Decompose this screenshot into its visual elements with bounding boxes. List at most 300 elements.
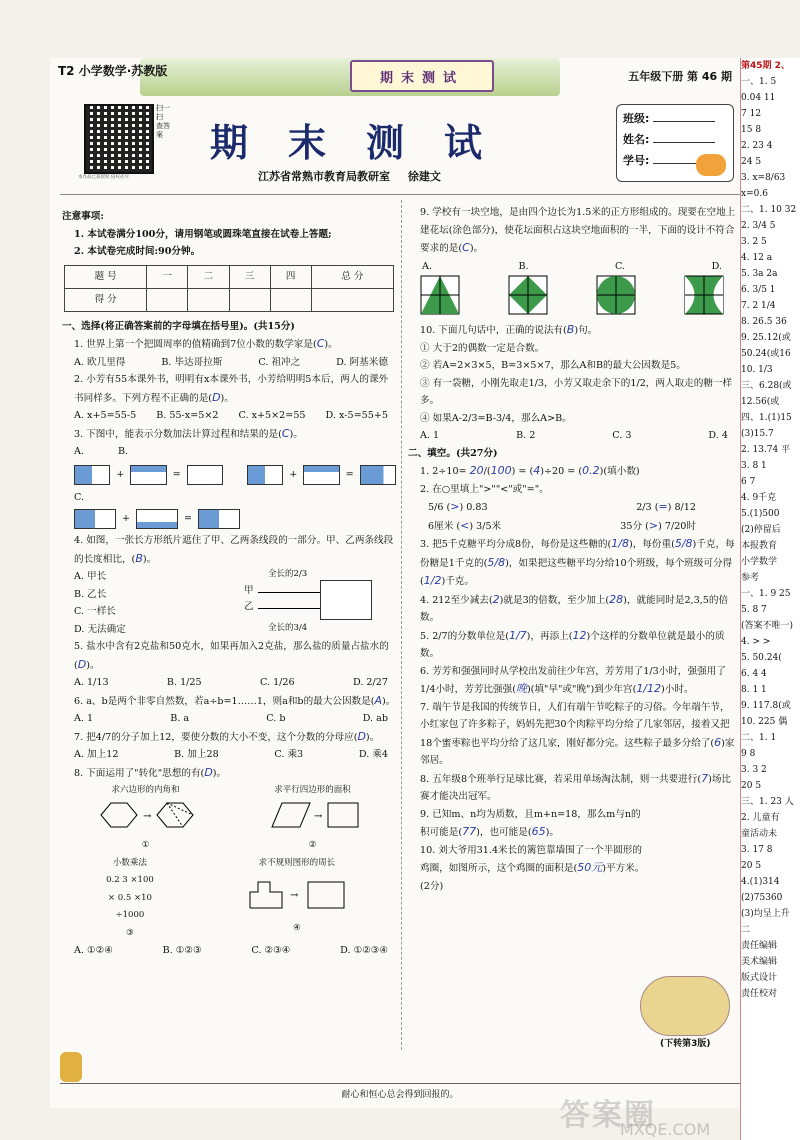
calc-line: ÷1000	[115, 910, 145, 920]
options	[62, 746, 396, 764]
answer-strip-line: 20 5	[741, 861, 762, 871]
option[interactable]: B. 55-x=5×2	[156, 410, 219, 421]
answer-strip-line: 7. 2 1/4	[741, 301, 776, 311]
compare-left: 35分	[620, 520, 643, 532]
figure-number: ③	[126, 927, 134, 938]
question-text: )个这样的分数单位就是最小的质数。	[420, 630, 725, 659]
q8-fig-row1	[62, 782, 396, 855]
q9-labels	[408, 258, 736, 276]
qr-label: 扫一扫 查答案	[156, 104, 170, 139]
question-text: 9. 已知m、n均为质数，且m+n=18，那么m与n的积可能是(	[420, 808, 641, 838]
options	[62, 568, 224, 638]
header-divider	[60, 194, 740, 195]
question-5	[62, 638, 396, 674]
answer-strip-line: 5. 8 7	[741, 605, 767, 615]
question-tail: )。	[382, 695, 396, 707]
option[interactable]: D. 阿基米德	[336, 356, 388, 368]
figure-caption: 求六边形的内角和	[111, 785, 180, 795]
answer: 1/12	[636, 682, 662, 695]
fraction-bar	[198, 509, 240, 529]
option[interactable]: B. 乙长	[74, 588, 107, 600]
answer: 1/7	[508, 628, 527, 642]
question-text: 7. 端午节是我国的传统节日，人们有端午节吃粽子的习俗。今年端午节，小红家包了许多粽子，妈妈先把30个肉粽平均分给了几家邻居，接着又把18个蜜枣粽也平均分给了这几家，刚好都分完。这些粽子最多分给了(	[420, 701, 730, 749]
question-tail: )。	[86, 659, 100, 671]
fill-question-2: 2. 在○里填上">""<"或"="。	[420, 483, 549, 495]
garden-design-c	[596, 275, 636, 315]
figure-number: ①	[141, 840, 150, 850]
answer-strip-line: 10. 225 偶	[741, 717, 788, 727]
garden-design-a	[420, 275, 460, 315]
answer-strip-line: 3. 17 8	[741, 845, 773, 855]
score-cell[interactable]	[270, 288, 311, 311]
compare-right: 0.83	[466, 502, 488, 513]
answer: 1/8	[611, 537, 629, 550]
answer: 28	[609, 592, 624, 606]
info-class[interactable]: 班级:	[623, 110, 727, 126]
answer-strip-line: 15 8	[741, 125, 762, 135]
parallelogram-icon	[258, 800, 368, 830]
question-text: ，如果把这些糖平均分给10个班级，每个班级可分得	[508, 557, 733, 569]
answer-strip-line: 3. 3 2	[741, 765, 767, 775]
option[interactable]: D. x-5=55+5	[325, 410, 388, 421]
answer-strip-line: 本报教育	[741, 541, 778, 551]
score-cell[interactable]	[229, 288, 270, 311]
option[interactable]: D. 乘4	[358, 749, 388, 760]
option[interactable]: A. x+5=55-5	[74, 410, 137, 421]
answer-strip-line: 2. 13.74 平	[741, 445, 791, 455]
option[interactable]: B. ①②③	[162, 945, 202, 956]
answer-strip-line: 9 8	[741, 749, 756, 759]
question-1	[62, 335, 396, 354]
page-header	[58, 60, 738, 92]
qr-note: 本作品已获授权 侵权必究	[78, 175, 129, 180]
option[interactable]: A. 甲长	[74, 571, 107, 582]
answer-strip-line: 二	[741, 925, 751, 935]
option[interactable]: C.	[74, 491, 85, 503]
watermark-url: MXQE.COM	[620, 1120, 711, 1139]
question-tail: )。	[142, 553, 157, 565]
fill-question-9	[408, 806, 650, 842]
question-text: 3. 下图中，能表示分数加法计算过程和结果的是(	[74, 428, 282, 440]
question-text: 千克，每份糖是1千克的	[420, 539, 735, 569]
figure-label: 甲	[244, 585, 254, 596]
answer: C	[281, 426, 290, 440]
question-text: 4. 212至少减去(	[420, 594, 493, 606]
question-tail: )。	[469, 243, 484, 254]
compare-row: 5/6 (>) 0.83 2/3 (=) 8/12	[428, 500, 696, 513]
fill-question-10	[408, 842, 650, 896]
figure-label: 乙	[244, 601, 254, 612]
answer-strip-line: (2)75360	[741, 893, 783, 903]
fraction-bar	[74, 465, 110, 485]
answer-strip	[740, 58, 800, 1140]
svg-text:→: →	[142, 810, 151, 822]
answer: C	[462, 241, 470, 254]
answer: 6	[714, 735, 722, 749]
question-4	[62, 532, 396, 568]
svg-text:→: →	[289, 890, 299, 901]
fill-question-8	[408, 770, 736, 806]
question-text: 10. 刘大爷用31.4米长的篱笆靠墙围了一个半圆形的鸡圈，如图所示，这个鸡圈的面积是(	[420, 844, 642, 874]
question-text: )平方米。(2分)	[420, 863, 645, 892]
answer: D	[77, 657, 87, 671]
option[interactable]: A. 1/13	[74, 677, 109, 688]
notice-title: 注意事项:	[62, 211, 104, 222]
statement: ③ 有一袋糖，小刚先取走1/3，小芳又取走余下的1/2，两人取走的糖一样多。	[420, 377, 733, 406]
question-text: )场比赛才能决出冠军。	[420, 773, 732, 802]
option[interactable]: A. 1	[420, 430, 440, 441]
table-cell: 题 号	[65, 265, 147, 288]
answer-strip-line: 5. 50.24(	[741, 653, 782, 663]
answer: 4	[533, 464, 541, 477]
answer-strip-line: (答案不唯一)	[741, 621, 794, 631]
answer-strip-line: 5. 3a 2a	[741, 269, 778, 279]
answer: 77	[462, 825, 477, 838]
question-text: 8. 下面运用了"转化"思想的有(	[74, 767, 205, 779]
answer: <	[460, 518, 470, 532]
svg-text:→: →	[313, 810, 322, 822]
info-number[interactable]: 学号:	[623, 152, 727, 168]
fraction-bar	[74, 509, 116, 529]
q8-figure	[258, 782, 368, 855]
answer-strip-line: 责任编辑	[741, 941, 778, 951]
answer-strip-line: 2. 儿童有	[741, 813, 780, 823]
fill-question-4	[408, 591, 736, 627]
question-text: 6. a、b是两个非零自然数，若a÷b=1……1，则a和b的最大公因数是(	[74, 695, 375, 707]
answer-strip-line: (3)15.7	[741, 429, 774, 439]
statement: ① 大于2的偶数一定是合数。	[420, 342, 545, 354]
answer-strip-line: 20 5	[741, 781, 762, 791]
qr-code-icon[interactable]	[84, 104, 154, 174]
left-column	[62, 208, 396, 960]
option[interactable]: C. 祖冲之	[258, 356, 301, 368]
option[interactable]: B. 1/25	[166, 677, 202, 688]
column-divider	[401, 200, 402, 1050]
answer-strip-line: 2. 23 4	[741, 141, 773, 151]
fraction-bar	[130, 465, 166, 485]
question-3	[62, 425, 396, 444]
option[interactable]: B. 加上28	[174, 749, 219, 760]
answer-strip-line: 0.04 11	[741, 93, 776, 103]
table-cell: 得 分	[65, 288, 147, 311]
header-right: 五年级下册 第 46 期	[628, 70, 732, 83]
option[interactable]: B. 2	[516, 430, 536, 441]
right-column	[408, 204, 736, 895]
option[interactable]: D.	[711, 260, 722, 272]
calc-line: 0.2 3 ×100	[106, 875, 154, 885]
fraction-bar	[187, 465, 223, 485]
score-cell[interactable]	[311, 288, 393, 311]
answer-strip-line: 7 12	[741, 109, 762, 119]
question-text: )。	[545, 827, 559, 838]
answer-strip-line: 2. 3/4 5	[741, 221, 776, 231]
question-2	[62, 371, 396, 407]
options	[62, 710, 396, 728]
garden-design-d	[684, 275, 724, 315]
question-text: 9. 学校有一块空地，是由四个边长为1.5米的正方形组成的。现要在空地上建花坛(涂色部分)，使花坛面积占这块空地面积的一半，下面的设计不符合要求的是(	[420, 207, 736, 254]
compare-right: 3/5米	[476, 520, 502, 532]
fraction-bar	[303, 465, 339, 485]
question-10	[408, 321, 736, 340]
question-8	[62, 764, 396, 783]
fill-question-1: 1. 2÷10= 20/(100) = (4)÷20 = (0.2)(填小数)	[420, 464, 640, 477]
question-text: )，再添上(	[526, 630, 573, 642]
answer: A	[374, 693, 383, 707]
question-tail: )。	[324, 339, 338, 350]
answer: D	[357, 729, 366, 743]
question-text: 千克。	[445, 576, 474, 587]
option[interactable]: A. ①②④	[74, 945, 113, 956]
answer-strip-line: 一、1. 5	[741, 77, 777, 87]
answer-strip-line: 50.24(或16	[741, 349, 791, 359]
compare-right: 7/20时	[664, 520, 696, 532]
giraffe-icon	[60, 1052, 82, 1082]
options	[62, 942, 396, 960]
answer-strip-line: 3. x=8/63	[741, 173, 786, 183]
option[interactable]: B. a	[170, 713, 190, 724]
fill-question-7	[408, 699, 736, 770]
irregular-shape-icon	[242, 872, 352, 912]
compare-right: 8/12	[674, 502, 696, 513]
answer-strip-line: (3)均呈上升	[741, 909, 790, 919]
option[interactable]: D. ab	[362, 713, 388, 724]
answer-strip-line: 一、1. 9 25	[741, 589, 791, 599]
figure-label: 全长的3/4	[268, 623, 308, 633]
fill-question-3: 3. 把5千克糖平均分成8份，每份是这些糖的(1/8)，每份重(5/8)千克，每份糖是1千克的(5/8)，如果把这些糖平均分给10个班级，每个班级可分得(1/2)千克。	[420, 537, 735, 587]
option[interactable]: C. 1/26	[259, 677, 295, 688]
question-tail: )句。	[574, 325, 598, 336]
notice-item-2: 2. 本试卷完成时间:90分钟。	[74, 246, 201, 257]
author-name: 徐建文	[407, 170, 441, 183]
answer-strip-line: 三、6.28(或	[741, 381, 792, 391]
question-text: 7. 把4/7的分子加上12，要使分数的大小不变，这个分数的分母应(	[74, 731, 358, 743]
answer: 7	[701, 771, 709, 785]
answer-strip-line: 三、1. 23 人	[741, 797, 794, 807]
answer: 晚	[515, 682, 527, 695]
q8-fig-row2	[62, 855, 396, 943]
question-text: )小时。	[661, 684, 694, 695]
question-9	[408, 204, 736, 258]
score-cell[interactable]	[147, 288, 188, 311]
option[interactable]: B.	[117, 446, 129, 457]
figure-number: ④	[293, 922, 301, 933]
question-7	[62, 728, 396, 747]
option[interactable]: D. 2/27	[352, 677, 388, 688]
fill-question-5	[408, 627, 736, 663]
q8-figure	[106, 855, 154, 943]
answer-strip-line: 版式设计	[741, 973, 778, 983]
option[interactable]: C. ②③④	[251, 945, 291, 956]
option[interactable]: B. 毕达哥拉斯	[161, 356, 223, 368]
table-cell: 二	[188, 265, 229, 288]
fraction-bar	[136, 509, 178, 529]
answer: 50元	[577, 861, 603, 874]
option[interactable]: C. 3	[612, 430, 632, 441]
fraction-bar	[360, 465, 396, 485]
answer-strip-line: 6. 4 4	[741, 669, 767, 679]
options	[62, 674, 396, 692]
notice-item-1: 1. 本试卷满分100分，请用钢笔或圆珠笔直接在试卷上答题;	[74, 228, 332, 240]
question-tail: )。	[289, 428, 303, 440]
option[interactable]: C.	[615, 260, 626, 272]
options	[62, 354, 396, 372]
question-text: )，也可能是(	[476, 827, 532, 838]
answer: >	[450, 500, 460, 513]
option[interactable]: A. 欧几里得	[74, 356, 126, 368]
option[interactable]: A.	[422, 260, 432, 272]
option[interactable]: C. x+5×2=55	[238, 410, 306, 421]
score-table	[64, 265, 394, 312]
answer: C	[316, 337, 325, 350]
answer: 65	[531, 825, 546, 838]
question-text: 5. 盐水中含有2克盐和50克水，如果再加入2克盐，那么盐的质量占盐水的(	[74, 641, 389, 671]
answer: B	[566, 323, 575, 336]
answer-strip-line: 24 5	[741, 157, 762, 167]
option[interactable]: D. ①②③④	[340, 945, 388, 956]
banner-tag: 期末测试	[350, 60, 494, 92]
question-text: ，每份重	[632, 539, 672, 550]
table-row	[65, 288, 394, 311]
q3-figures	[62, 443, 396, 461]
question-text: 2. 小芳有55本课外书，明明有x本课外书，小芳给明明5本后，两人的课外书同样多。下列方程不正确的是(	[74, 374, 389, 404]
header-left: T2 小学数学·苏教版	[58, 64, 168, 78]
answer-strip-line: (2)停留后	[741, 525, 781, 535]
q8-figure	[91, 782, 201, 855]
figure-number: ②	[308, 840, 317, 850]
question-tail: )。	[220, 392, 234, 404]
figure-caption: 小数乘法	[112, 857, 147, 868]
compare-left: 2/3	[636, 502, 652, 513]
question-text: 6. 芳芳和强强同时从学校出发前往少年宫，芳芳用了1/3小时，强强用了1/4小时，芳芳比强强(	[420, 665, 726, 695]
question-text: 1. 世界上第一个把圆周率的值精确到7位小数的数学家是(	[74, 339, 317, 350]
answer-strip-line: 3. 2 5	[741, 237, 767, 247]
answer-strip-title: 第45期 2、	[741, 61, 790, 71]
option[interactable]: D. 无法确定	[74, 623, 126, 635]
option[interactable]: B.	[518, 260, 529, 272]
answer: =	[658, 500, 668, 513]
question-text: )(填"早"或"晚")到少年宫(	[526, 684, 637, 695]
answer: 1/2	[423, 574, 442, 587]
answer: 20	[469, 464, 484, 477]
answer: D	[204, 765, 213, 779]
hexagon-icon	[91, 800, 201, 830]
garden-design-b	[508, 275, 548, 315]
figure-caption: 求平行四边形的面积	[274, 785, 351, 795]
question-text: 8. 五年级8个班举行足球比赛，若采用单场淘汰制，则一共要进行(	[420, 773, 702, 785]
q3-bars-c: + =	[62, 506, 396, 532]
q4-figure	[224, 568, 394, 638]
option[interactable]: C. 一样长	[74, 606, 116, 617]
section1-title: 一、选择(将正确答案前的字母填在括号里)。(共15分)	[62, 320, 295, 332]
answer-strip-line: 9. 25.12(或	[741, 333, 791, 343]
statement: ④ 如果A-2/3=B-3/4，那么A>B。	[420, 412, 572, 424]
option[interactable]: C. 乘3	[274, 749, 304, 760]
q8-figure	[242, 855, 352, 943]
answer-strip-line: 童活动未	[741, 829, 778, 839]
answer-strip-line: 8. 1 1	[741, 685, 767, 695]
watermark-logo: 答案圈	[560, 1098, 656, 1133]
author-line	[258, 168, 441, 184]
answer: 5/8	[674, 537, 693, 550]
answer: 0.2	[582, 464, 600, 477]
question-6	[62, 692, 396, 711]
option[interactable]: C. b	[266, 713, 286, 724]
q9-figures	[408, 275, 736, 321]
answer-strip-line: 参考	[741, 573, 760, 583]
answer-strip-line: x=0.6	[741, 189, 768, 199]
question-text: 4. 如图，一张长方形纸片遮住了甲、乙两条线段的一部分。甲、乙两条线段的长度相比，(	[74, 535, 394, 565]
answer-strip-line: 4. > >	[741, 637, 771, 647]
table-cell: 一	[147, 265, 188, 288]
answer-strip-line: 小学数学	[741, 557, 778, 567]
fraction-bar	[247, 465, 283, 485]
cover-rectangle	[320, 580, 372, 620]
options	[408, 427, 736, 445]
compare-left: 6厘米	[428, 520, 454, 532]
table-cell: 三	[229, 265, 270, 288]
question-tail: )。	[212, 767, 227, 779]
option[interactable]: D. 4	[708, 430, 728, 441]
figure-label: 全长的2/3	[268, 569, 308, 579]
answer-strip-line: 4.(1)314	[741, 877, 780, 887]
question-text: )，就能同时是2,3,5的倍数。	[420, 594, 729, 623]
info-name[interactable]: 姓名:	[623, 131, 727, 147]
table-cell: 四	[270, 265, 311, 288]
question-text: 10. 下面几句话中，正确的说法有(	[420, 325, 567, 336]
author-org: 江苏省常熟市教育局教研室	[258, 170, 390, 183]
option[interactable]: A. 加上12	[74, 749, 119, 760]
question-tail: )。	[365, 731, 380, 743]
mascot-icon	[696, 154, 726, 176]
answer: >	[648, 518, 659, 532]
options	[62, 407, 396, 425]
answer-strip-line: 6. 3/5 1	[741, 285, 776, 295]
answer-strip-line: 4. 12 a	[741, 253, 773, 263]
answer: 12	[572, 628, 587, 642]
question-tail: (填小数)	[603, 466, 640, 477]
question-text: )家邻居。	[420, 737, 735, 766]
answer-strip-line: 12.56(或	[741, 397, 780, 407]
question-text: 1. 2÷10=	[420, 466, 467, 477]
section2-title: 二、填空。(共27分)	[408, 447, 498, 459]
option[interactable]: A. 1	[74, 713, 94, 724]
figure-caption: 求不规则图形的周长	[258, 857, 336, 868]
compare-left: 5/6	[428, 502, 444, 513]
answer-strip-line: 责任校对	[741, 989, 778, 999]
answer-strip-line: 3. 8 1	[741, 461, 767, 471]
answer: B	[135, 551, 143, 565]
answer-strip-line: 二、1. 1	[741, 733, 777, 743]
answer: 5/8	[487, 555, 506, 569]
answer-strip-line: 4. 9千克	[741, 493, 777, 503]
question-text: 5. 2/7的分数单位是(	[420, 630, 509, 642]
answer-strip-line: 四、1.(1)15	[741, 413, 792, 423]
table-row	[65, 265, 394, 288]
compare-row: 6厘米 (<) 3/5米 35分 (>) 7/20时	[428, 518, 696, 532]
answer-strip-line: 10. 1/3	[741, 365, 773, 375]
answer: D	[212, 390, 221, 404]
answer-strip-line: 6 7	[741, 477, 756, 487]
page-title: 期末测试	[210, 121, 523, 165]
footer-motto: 耐心和恒心总会得到回报的。	[60, 1083, 740, 1100]
answer-strip-line: 二、1. 10 32	[741, 205, 797, 215]
statement: ② 若A=2×3×5，B=3×5×7，那么A和B的最大公因数是5。	[420, 360, 686, 371]
option[interactable]: A.	[74, 446, 84, 457]
score-cell[interactable]	[188, 288, 229, 311]
question-text: )就是3的倍数，至少加上(	[499, 594, 610, 606]
answer-strip-line: 8. 26.5 36	[741, 317, 787, 327]
answer: 100	[490, 464, 512, 477]
